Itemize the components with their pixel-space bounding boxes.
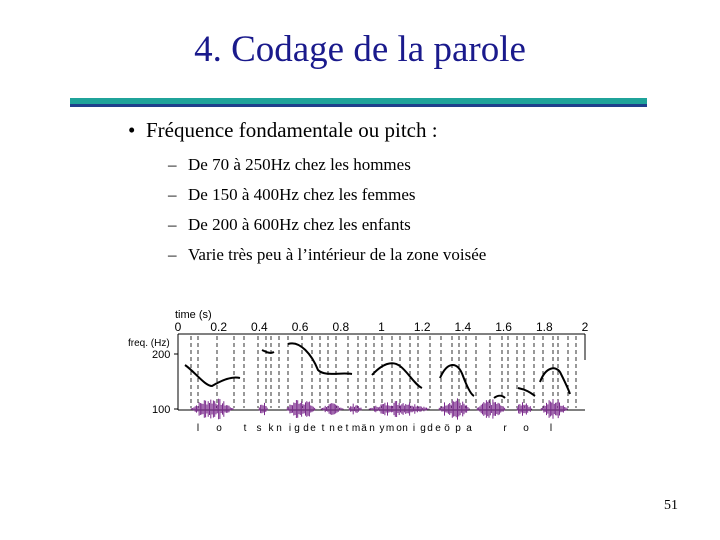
phoneme-label: i bbox=[288, 423, 292, 434]
phoneme-label: l bbox=[196, 423, 200, 434]
pitch-contour bbox=[494, 396, 505, 398]
phoneme-labels bbox=[197, 423, 552, 434]
bullet-text: Fréquence fondamentale ou pitch : bbox=[146, 118, 438, 142]
freq-tick-200: 200 bbox=[152, 349, 171, 361]
main-bullet bbox=[128, 118, 438, 143]
time-tick-label: 1.2 bbox=[413, 320, 431, 334]
phoneme-label: e bbox=[337, 423, 343, 434]
phoneme-label: t bbox=[345, 423, 349, 434]
phoneme-label: d bbox=[303, 423, 309, 434]
pitch-contour bbox=[262, 350, 274, 353]
phoneme-label: ä bbox=[361, 423, 367, 434]
time-tick-label: 2 bbox=[581, 320, 589, 334]
freq-tick-100: 100 bbox=[152, 404, 171, 416]
phoneme-label: a bbox=[466, 423, 472, 434]
phoneme-label: o bbox=[396, 423, 402, 434]
segment-boundaries bbox=[191, 336, 576, 408]
phoneme-label: n bbox=[276, 423, 282, 434]
phoneme-label: s bbox=[256, 423, 262, 434]
time-axis-label: time (s) bbox=[175, 309, 212, 321]
phoneme-label: n bbox=[369, 423, 375, 434]
pitch-contour bbox=[372, 363, 422, 388]
sub-bullet-item: – De 200 à 600Hz chez les enfants bbox=[168, 215, 411, 234]
phoneme-label: o bbox=[523, 423, 529, 434]
phoneme-label: o bbox=[216, 423, 222, 434]
pitch-contour bbox=[288, 343, 352, 374]
phoneme-label: d bbox=[427, 423, 433, 434]
phoneme-label: m bbox=[385, 423, 395, 434]
pitch-contours bbox=[185, 343, 570, 398]
time-tick-label: 0.4 bbox=[251, 320, 268, 334]
phoneme-label: i bbox=[412, 423, 416, 434]
phoneme-label: k bbox=[268, 423, 274, 434]
time-tick-label: 0 bbox=[174, 320, 182, 334]
title-divider bbox=[70, 98, 647, 107]
phoneme-label: g bbox=[420, 423, 426, 434]
phoneme-label: t bbox=[243, 423, 247, 434]
phoneme-label: m bbox=[351, 423, 361, 434]
time-tick-label: 1.4 bbox=[454, 320, 472, 334]
phoneme-label: e bbox=[310, 423, 316, 434]
time-tick-label: 0.6 bbox=[291, 320, 309, 334]
sub-bullet-item: – De 150 à 400Hz chez les femmes bbox=[168, 185, 416, 204]
time-tick-labels bbox=[175, 320, 589, 334]
speech-waveform bbox=[190, 398, 567, 419]
phoneme-label: l bbox=[549, 423, 553, 434]
phoneme-label: y bbox=[379, 423, 385, 434]
phoneme-label: n bbox=[402, 423, 408, 434]
time-tick-label: 1 bbox=[378, 320, 385, 334]
time-tick-label: 1.6 bbox=[495, 320, 512, 334]
page-number: 51 bbox=[664, 498, 678, 513]
pitch-contour bbox=[185, 365, 240, 386]
pitch-contour bbox=[518, 388, 535, 396]
sub-bullet-item: – De 70 à 250Hz chez les hommes bbox=[168, 155, 411, 174]
phoneme-label: r bbox=[503, 423, 507, 434]
time-tick-label: 1.8 bbox=[535, 320, 553, 334]
pitch-contour bbox=[440, 365, 474, 396]
phoneme-label: e bbox=[435, 423, 441, 434]
phoneme-label: p bbox=[455, 423, 461, 434]
phoneme-label: ö bbox=[444, 423, 450, 434]
phoneme-label: n bbox=[329, 423, 335, 434]
pitch-contour bbox=[540, 368, 570, 394]
sub-bullet-list bbox=[168, 150, 486, 270]
sub-bullet-item: – Varie très peu à l’intérieur de la zone voisée bbox=[168, 245, 487, 264]
phoneme-label: g bbox=[294, 423, 300, 434]
time-tick-label: 0.8 bbox=[332, 320, 350, 334]
phoneme-label: t bbox=[321, 423, 325, 434]
bullet-dot: • bbox=[128, 118, 136, 142]
time-tick-label: 0.2 bbox=[210, 320, 228, 334]
slide-title: 4. Codage de la parole bbox=[194, 29, 526, 70]
freq-axis-label: freq. (Hz) bbox=[128, 338, 170, 349]
